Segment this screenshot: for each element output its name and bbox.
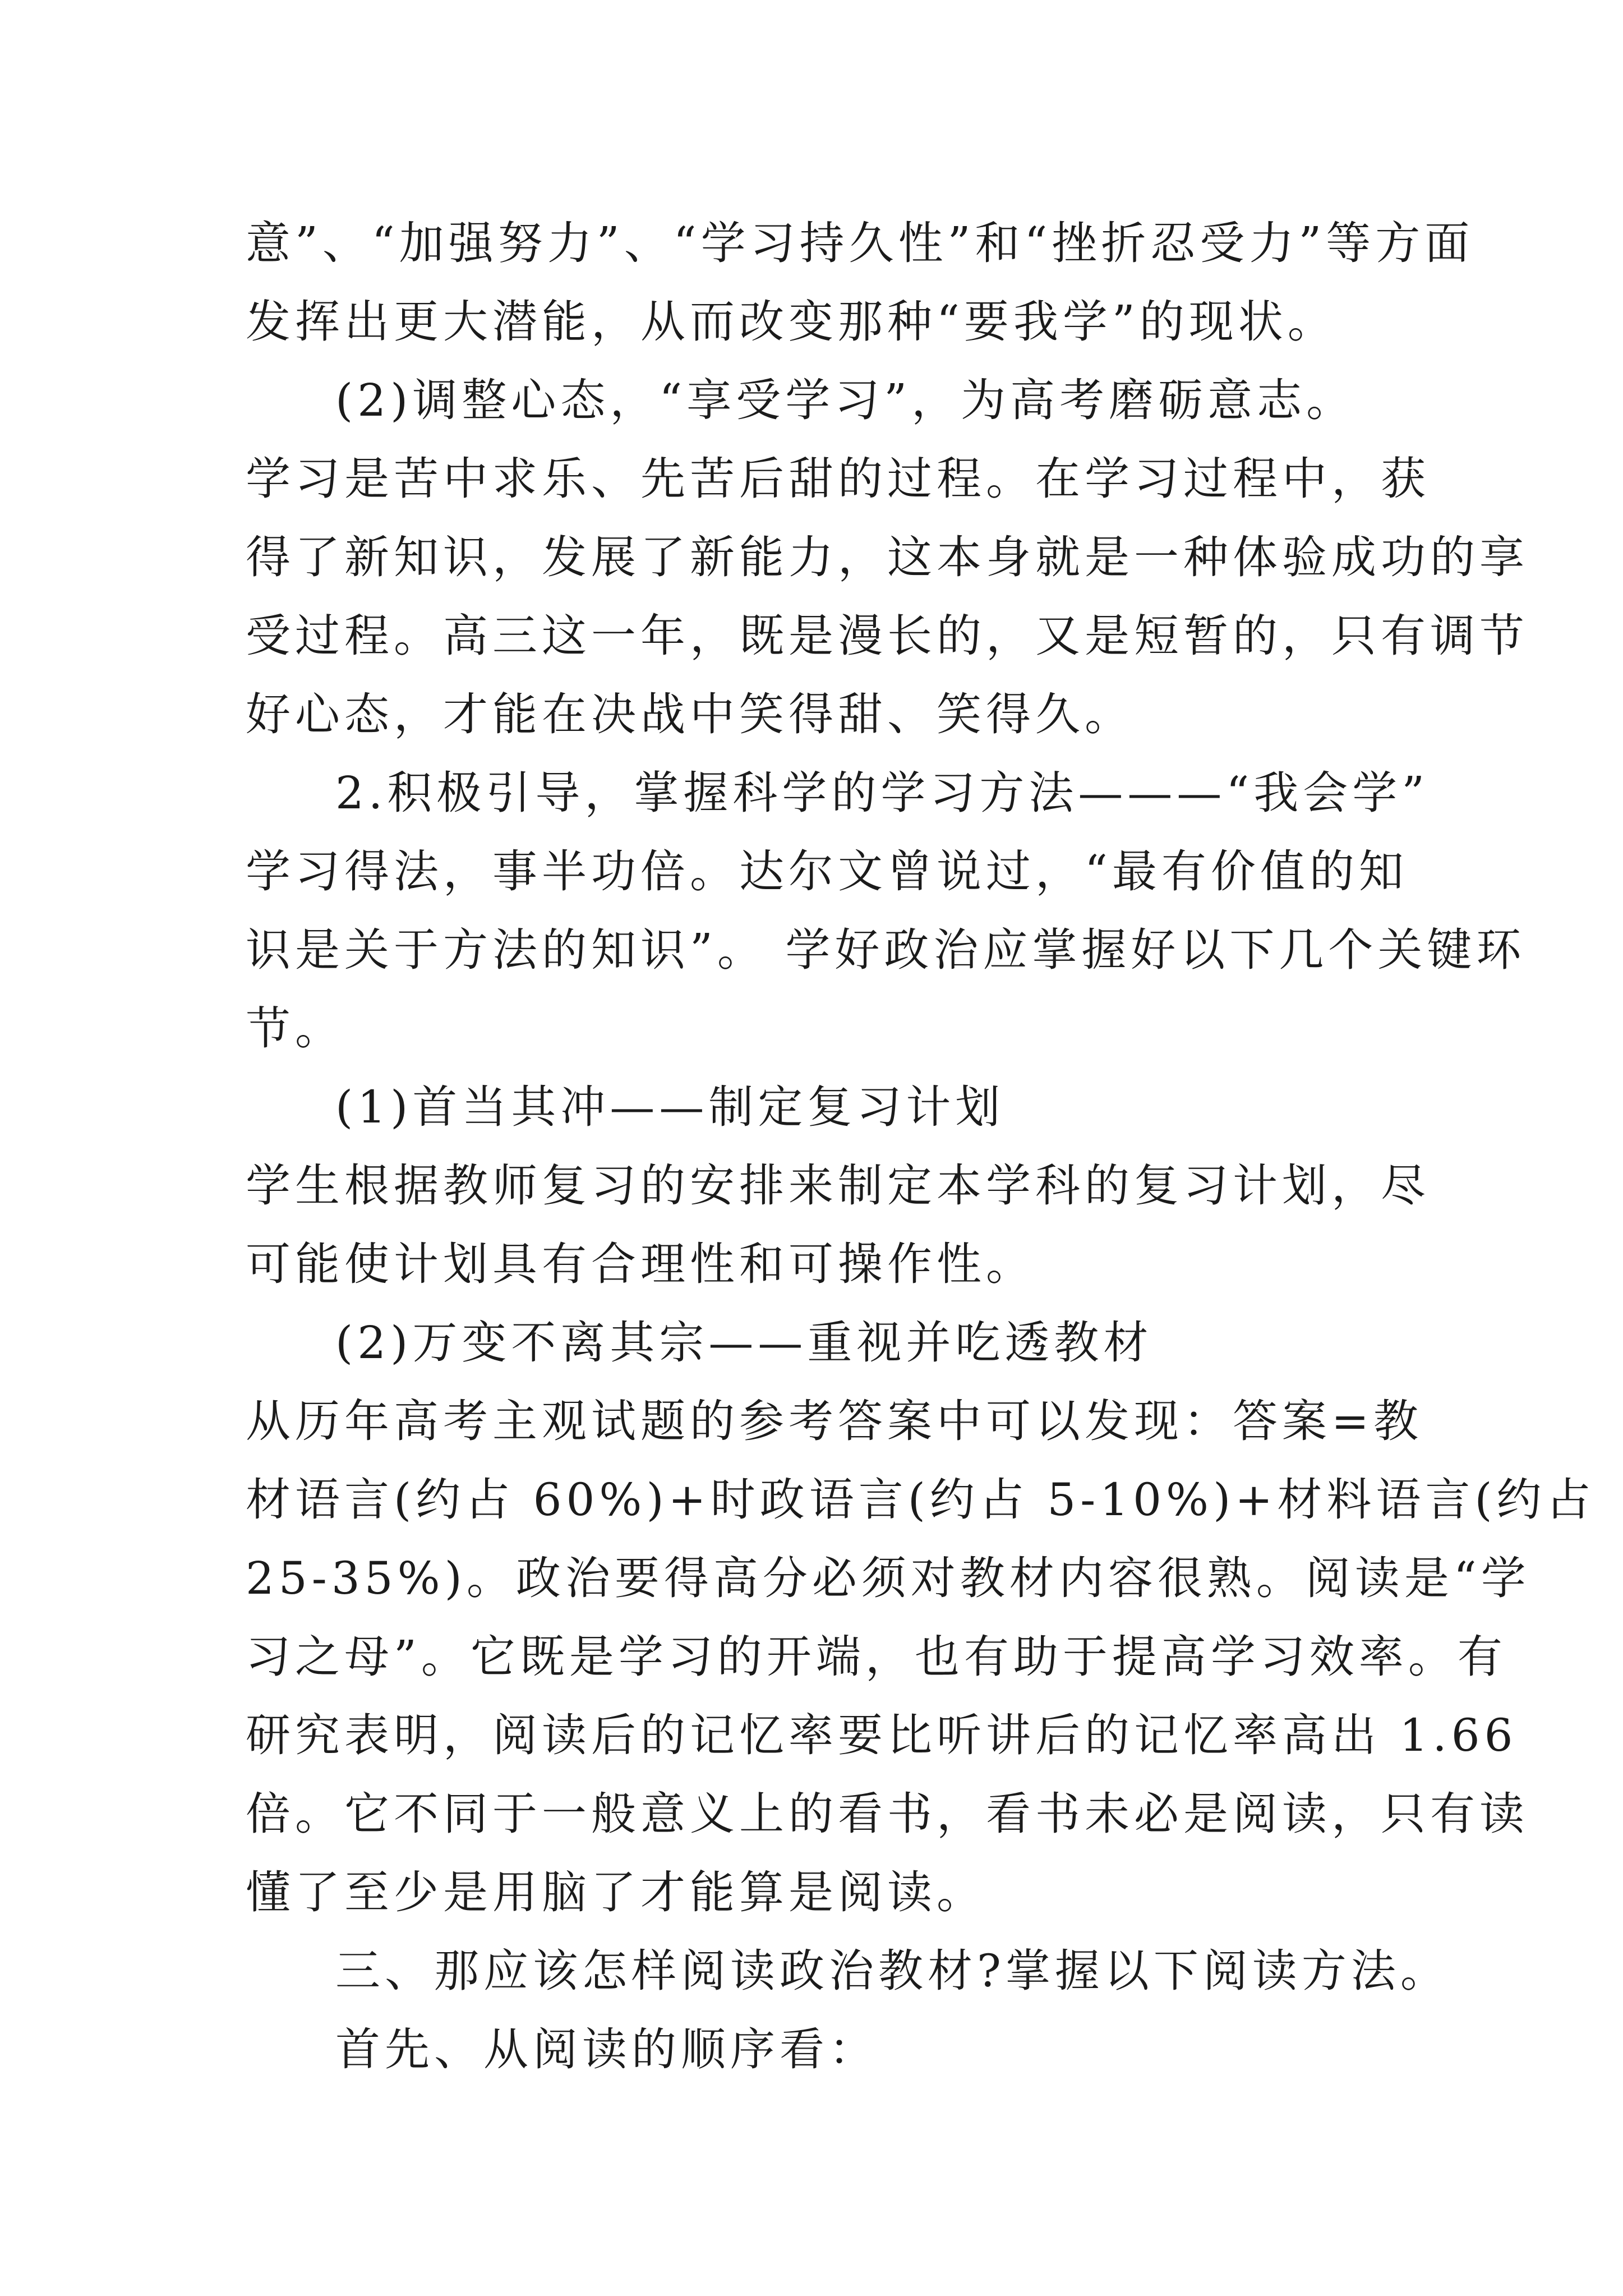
para-review-plan: 学生根据教师复习的安排来制定本学科的复习计划，尽 可能使计划具有合理性和可操作性。 [246, 1159, 1430, 1290]
para-continuation: 意”、“加强努力”、“学习持久性”和“挫折忍受力”等方面 发挥出更大潜能，从而改变那种“要我学”的现状。 [246, 217, 1474, 348]
heading-guide-methods: 2.积极引导，掌握科学的学习方法———“我会学” [335, 767, 1430, 819]
heading-textbook: (2)万变不离其宗——重视并吃透教材 [335, 1317, 1153, 1369]
heading-how-to-read: 三、那应该怎样阅读政治教材?掌握以下阅读方法。 [335, 1945, 1450, 1997]
heading-adjust-mindset: (2)调整心态，“享受学习”，为高考磨砺意志。 [335, 374, 1356, 426]
para-darwin-quote: 学习得法，事半功倍。达尔文曾说过，“最有价值的知 识是关于方法的知识”。 学好政治应掌握好以下几个关键环 节。 [246, 845, 1526, 1055]
heading-review-plan: (1)首当其冲——制定复习计划 [335, 1081, 1005, 1133]
para-learning-process: 学习是苦中求乐、先苦后甜的过程。在学习过程中，获 得了新知识，发展了新能力，这本身就是一种体验成功的享 受过程。高三这一年，既是漫长的，又是短暂的，只有调节 好心态，才能在决战中笑得甜、笑得久。 [246, 453, 1529, 740]
para-reading-order: 首先、从阅读的顺序看： [335, 2023, 878, 2076]
para-answer-composition: 从历年高考主观试题的参考答案中可以发现：答案=教 材语言(约占 60%)+时政语言(约占 5-10%)+材料语言(约占 25-35%)。政治要得高分必须对教材内容很熟。阅读是“学 习之母”。它既是学习的开端，也有助于提高学习效率。有 研究表明，阅读后的记忆率要比听讲后的记忆率高出 1.66 倍。它不同于一般意义上的看书，看书未必是阅读，只有读 懂了至少是用脑了才能算是阅读。 [246, 1395, 1596, 1918]
